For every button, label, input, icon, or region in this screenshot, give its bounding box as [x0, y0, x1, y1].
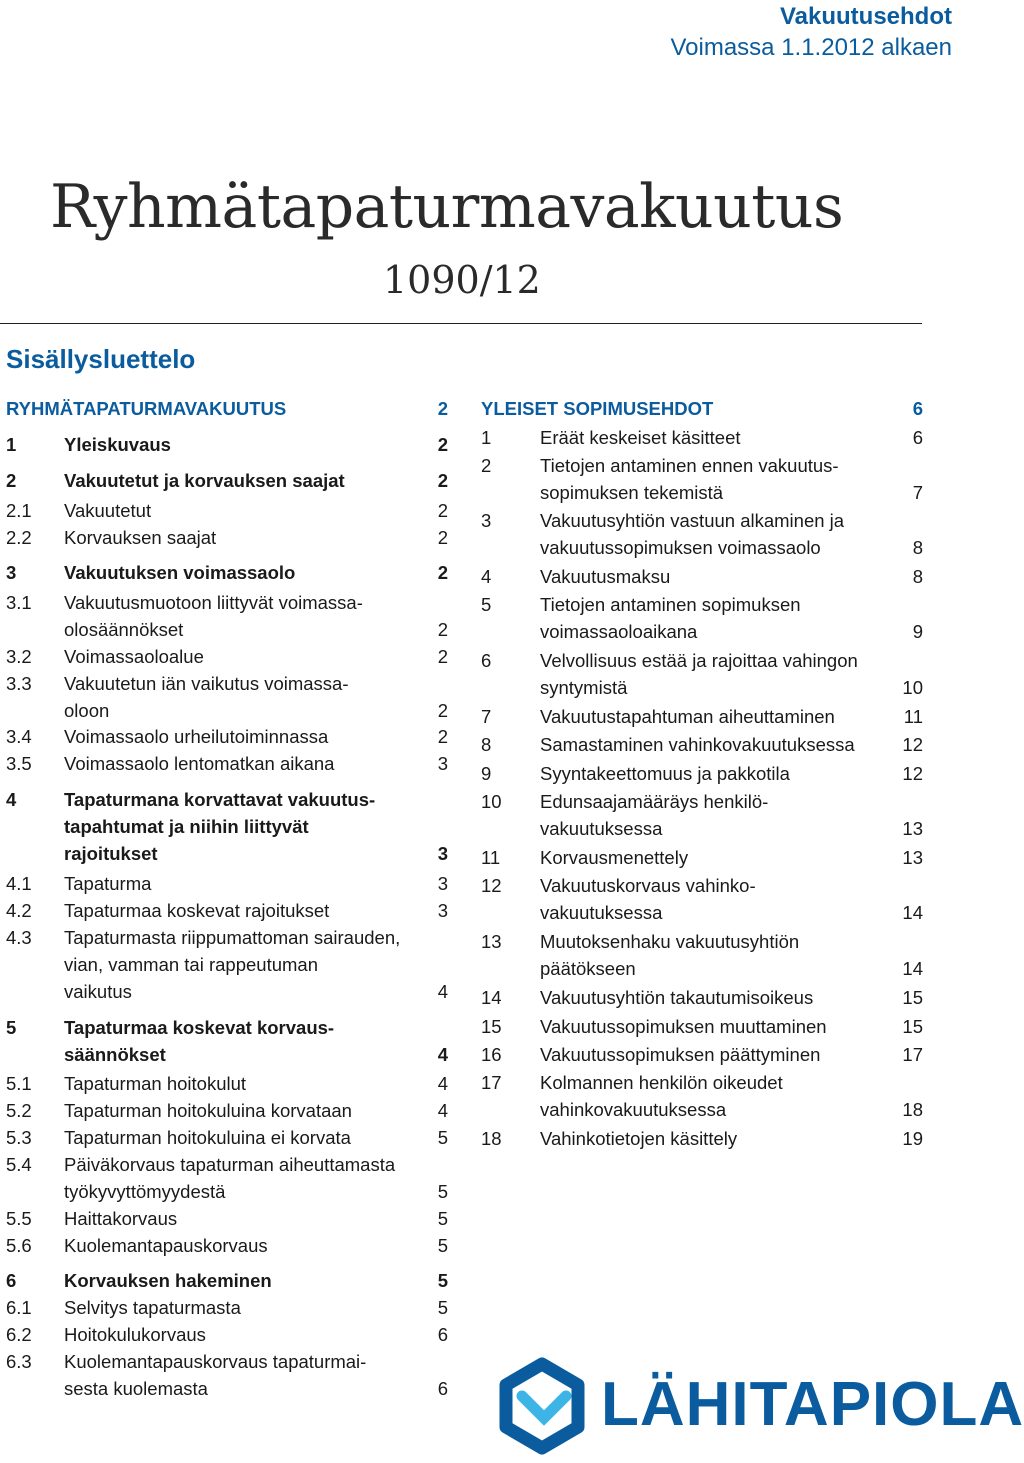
toc-entry-number: 4 — [481, 566, 492, 587]
toc-entry — [481, 395, 923, 422]
toc-entry-line: vakuutuksessa — [540, 902, 663, 923]
toc-entry-page: 13 — [902, 818, 923, 839]
toc-entry-page: 9 — [912, 621, 923, 642]
toc-entry-title — [64, 589, 363, 643]
toc-entry-number: 10 — [481, 791, 502, 812]
toc-entry — [6, 1070, 448, 1097]
toc-entry-title — [64, 559, 295, 586]
toc-entry-title — [64, 1294, 241, 1321]
toc-entry-title — [64, 897, 329, 924]
toc-entry-number: 6 — [481, 650, 492, 671]
toc-entry-line: työkyvyttömyydestä — [64, 1181, 226, 1202]
toc-entry-page: 14 — [902, 958, 923, 979]
toc-entry-line: Vakuutussopimuksen päättyminen — [540, 1044, 821, 1065]
toc-entry-page: 15 — [902, 987, 923, 1008]
toc-entry — [6, 497, 448, 524]
toc-entry-title — [64, 1151, 395, 1205]
toc-entry-page: 6 — [437, 1378, 448, 1399]
toc-entry-line: Voimassaolo urheilutoiminnassa — [64, 726, 329, 747]
toc-entry-line: Vakuutetut ja korvauksen saajat — [64, 470, 345, 491]
toc-entry-number: 2.2 — [6, 527, 32, 548]
toc-entry — [6, 431, 448, 458]
toc-entry-title — [540, 928, 799, 982]
toc-entry-title — [64, 1321, 206, 1348]
toc-entry-page: 5 — [437, 1208, 448, 1229]
toc-entry-page: 12 — [902, 734, 923, 755]
toc-entry-title — [540, 872, 756, 926]
toc-entry — [481, 872, 923, 926]
toc-entry-number: 5.4 — [6, 1154, 32, 1175]
toc-entry-line: Muutoksenhaku vakuutusyhtiön — [540, 931, 800, 952]
toc-entry — [481, 844, 923, 871]
toc-entry — [6, 1014, 448, 1068]
toc-entry-number: 3.5 — [6, 753, 32, 774]
toc-entry-title — [540, 984, 813, 1011]
toc-entry-page: 2 — [437, 434, 448, 455]
toc-entry-number: 8 — [481, 734, 492, 755]
toc-entry-page: 2 — [437, 646, 448, 667]
toc-entry — [481, 760, 923, 787]
toc-entry-title — [540, 1125, 737, 1152]
toc-entry — [481, 1041, 923, 1068]
toc-entry-title — [540, 563, 670, 590]
toc-entry — [6, 524, 448, 551]
toc-entry-number: 9 — [481, 763, 492, 784]
toc-entry-line: Tapaturman hoitokuluina ei korvata — [64, 1127, 351, 1148]
toc-entry-page: 2 — [437, 619, 448, 640]
toc-entry-line: YLEISET SOPIMUSEHDOT — [481, 398, 714, 419]
toc-entry-page: 2 — [437, 562, 448, 583]
toc-entry-title — [540, 1013, 827, 1040]
toc-entry-title — [64, 750, 334, 777]
toc-entry-number: 2.1 — [6, 500, 32, 521]
toc-entry-number: 1 — [6, 434, 17, 455]
toc-entry-number: 16 — [481, 1044, 502, 1065]
toc-entry-title — [64, 524, 216, 551]
toc-entry-title — [64, 1205, 177, 1232]
toc-entry-page: 11 — [903, 706, 923, 727]
toc-entry-number: 5.2 — [6, 1100, 32, 1121]
logo-wordmark: LÄHITAPIOLA — [601, 1370, 1024, 1439]
toc-entry — [481, 1125, 923, 1152]
toc-entry-page: 3 — [437, 843, 448, 864]
toc-entry — [481, 1013, 923, 1040]
toc-entry-line: Yleiskuvaus — [64, 434, 171, 455]
toc-entry-page: 12 — [902, 763, 923, 784]
toc-entry-line: Samastaminen vahinkovakuutuksessa — [540, 734, 855, 755]
toc-entry-line: vian, vamman tai rappeutuman — [64, 954, 318, 975]
toc-entry-line: syntymistä — [540, 677, 628, 698]
toc-entry-title — [540, 452, 839, 506]
toc-entry-title — [540, 760, 790, 787]
toc-entry-number: 15 — [481, 1016, 502, 1037]
toc-entry-line: Päiväkorvaus tapaturman aiheuttamasta — [64, 1154, 396, 1175]
toc-entry — [481, 703, 923, 730]
toc-entry-line: päätökseen — [540, 958, 636, 979]
toc-entry-line: Tietojen antaminen sopimuksen — [540, 594, 801, 615]
toc-entry-line: Korvauksen saajat — [64, 527, 217, 548]
toc-entry — [6, 1151, 448, 1205]
toc-entry — [6, 643, 448, 670]
toc-entry-page: 6 — [437, 1324, 448, 1345]
toc-entry — [6, 1205, 448, 1232]
toc-entry-number: 3.2 — [6, 646, 32, 667]
toc-entry — [481, 731, 923, 758]
toc-entry — [481, 788, 923, 842]
toc-entry-number: 6.3 — [6, 1351, 32, 1372]
toc-entry-page: 2 — [437, 700, 448, 721]
toc-entry-line: Vakuutusyhtiön vastuun alkaminen ja — [540, 510, 845, 531]
toc-entry-line: Vakuutuskorvaus vahinko- — [540, 875, 756, 896]
toc-entry-page: 2 — [437, 470, 448, 491]
toc-entry-page: 5 — [437, 1181, 448, 1202]
toc-entry-title — [64, 1014, 334, 1068]
toc-entry-title — [64, 1232, 268, 1259]
toc-entry-page: 2 — [437, 500, 448, 521]
toc-entry-line: vakuutuksessa — [540, 818, 663, 839]
toc-entry-line: Tapaturman hoitokulut — [64, 1073, 247, 1094]
doc-type: Vakuutusehdot — [779, 3, 952, 30]
toc-entry-line: Tapaturmaa koskevat rajoitukset — [64, 900, 330, 921]
page-subtitle: 1090/12 — [383, 258, 541, 302]
toc-entry — [481, 647, 923, 701]
toc-entry-number: 17 — [481, 1072, 502, 1093]
toc-entry-line: Velvollisuus estää ja rajoittaa vahingon — [540, 650, 858, 671]
toc-entry-page: 4 — [437, 1044, 448, 1065]
toc-entry — [6, 897, 448, 924]
page-title: Ryhmätapaturmavakuutus — [50, 172, 844, 242]
toc-entry-page: 5 — [437, 1297, 448, 1318]
toc-entry-title — [64, 1070, 246, 1097]
document-header — [670, 2, 952, 64]
lahitapiola-logo — [492, 1356, 1024, 1456]
toc-entry-line: Vahinkotietojen käsittely — [540, 1128, 738, 1149]
toc-entry-title — [64, 870, 151, 897]
toc-entry-number: 3 — [6, 562, 17, 583]
toc-entry-page: 6 — [912, 398, 923, 419]
toc-entry-line: Voimassaolo lentomatkan aikana — [64, 753, 335, 774]
toc-entry-line: Kuolemantapauskorvaus — [64, 1235, 268, 1256]
toc-entry — [6, 1321, 448, 1348]
toc-entry — [6, 1097, 448, 1124]
toc-entry-number: 3 — [481, 510, 492, 531]
toc-entry-title — [540, 788, 768, 842]
toc-entry-line: Tapaturmasta riippumattoman sairauden, — [64, 927, 401, 948]
toc-entry-number: 6.1 — [6, 1297, 32, 1318]
toc-entry-title — [64, 643, 204, 670]
toc-entry-number: 7 — [481, 706, 492, 727]
toc-entry-title — [64, 1124, 351, 1151]
toc-entry-page: 10 — [902, 677, 923, 698]
toc-entry-number: 18 — [481, 1128, 502, 1149]
toc-entry-line: Korvausmenettely — [540, 847, 689, 868]
toc-entry-page: 17 — [902, 1044, 923, 1065]
toc-entry-title — [540, 424, 741, 451]
toc-entry — [481, 1069, 923, 1123]
toc-entry — [6, 723, 448, 750]
toc-entry-title — [64, 924, 400, 1005]
toc-entry-title — [540, 647, 858, 701]
toc-entry-page: 14 — [902, 902, 923, 923]
toc-entry-title — [64, 723, 328, 750]
toc-entry-line: Tapaturmaa koskevat korvaus- — [64, 1017, 335, 1038]
toc-entry-page: 3 — [437, 753, 448, 774]
toc-entry-number: 6.2 — [6, 1324, 32, 1345]
toc-entry-line: Syyntakeettomuus ja pakkotila — [540, 763, 790, 784]
toc-entry-line: Vakuutuksen voimassaolo — [64, 562, 296, 583]
toc-entry-line: sesta kuolemasta — [64, 1378, 208, 1399]
toc-entry-line: olosäännökset — [64, 619, 184, 640]
toc-entry — [6, 750, 448, 777]
toc-entry-number: 3.1 — [6, 592, 32, 613]
toc-entry-line: Vakuutetut — [64, 500, 152, 521]
toc-entry-number: 1 — [481, 427, 492, 448]
toc-entry-line: Vakuutustapahtuman aiheuttaminen — [540, 706, 835, 727]
toc-entry-title — [540, 591, 801, 645]
toc-entry-line: voimassaoloaikana — [540, 621, 698, 642]
toc-entry — [481, 984, 923, 1011]
toc-entry-page: 4 — [437, 1100, 448, 1121]
toc-entry-title — [64, 1348, 366, 1402]
toc-entry-page: 5 — [437, 1235, 448, 1256]
toc-entry — [481, 424, 923, 451]
toc-entry-title — [540, 844, 688, 871]
toc-entry-title — [540, 703, 835, 730]
toc-entry-title — [64, 431, 171, 458]
toc-entry-line: Vakuutusmuotoon liittyvät voimassa- — [64, 592, 363, 613]
toc-entry-page: 13 — [902, 847, 923, 868]
valid-from: Voimassa 1.1.2012 alkaen — [670, 34, 952, 61]
toc-entry-line: Vakuutusyhtiön takautumisoikeus — [540, 987, 814, 1008]
toc-entry-line: Tietojen antaminen ennen vakuutus- — [540, 455, 839, 476]
toc-entry-title — [540, 507, 844, 561]
toc-entry-number: 4.2 — [6, 900, 32, 921]
toc-entry-page: 15 — [902, 1016, 923, 1037]
toc-entry-number: 5.6 — [6, 1235, 32, 1256]
toc-entry-number: 3.3 — [6, 673, 32, 694]
toc-entry — [6, 1294, 448, 1321]
toc-entry-page: 19 — [902, 1128, 923, 1149]
lahitapiola-mark-icon — [492, 1356, 592, 1456]
toc-entry-number: 12 — [481, 875, 502, 896]
toc-entry-number: 3.4 — [6, 726, 32, 747]
toc-entry — [6, 559, 448, 586]
toc-entry-title — [64, 670, 349, 724]
toc-entry-line: Tapaturman hoitokuluina korvataan — [64, 1100, 352, 1121]
toc-entry — [481, 928, 923, 982]
toc-entry-line: Tapaturma — [64, 873, 152, 894]
toc-entry-title — [64, 497, 151, 524]
toc-entry-line: Vakuutusmaksu — [540, 566, 671, 587]
toc-entry-line: Edunsaajamääräys henkilö- — [540, 791, 769, 812]
toc-entry-title — [540, 731, 855, 758]
toc-entry-title — [6, 395, 286, 422]
toc-entry-page: 3 — [437, 873, 448, 894]
toc-entry-page: 4 — [437, 1073, 448, 1094]
toc-entry — [6, 467, 448, 494]
toc-entry-page: 8 — [912, 566, 923, 587]
toc-entry-number: 5.1 — [6, 1073, 32, 1094]
toc-entry — [6, 1232, 448, 1259]
toc-entry-page: 2 — [437, 527, 448, 548]
toc-entry-number: 5 — [6, 1017, 17, 1038]
toc-entry — [6, 589, 448, 643]
toc-entry-line: sopimuksen tekemistä — [540, 482, 724, 503]
toc-entry — [6, 1124, 448, 1151]
divider — [0, 323, 922, 324]
toc-entry-line: Kolmannen henkilön oikeudet — [540, 1072, 783, 1093]
toc-entry-title — [481, 395, 713, 422]
toc-entry — [6, 670, 448, 724]
toc-entry-line: Vakuutetun iän vaikutus voimassa- — [64, 673, 349, 694]
toc-entry-line: Selvitys tapaturmasta — [64, 1297, 241, 1318]
toc-entry-page: 3 — [437, 900, 448, 921]
toc-title: Sisällysluettelo — [6, 344, 196, 374]
toc-entry-line: Eräät keskeiset käsitteet — [540, 427, 741, 448]
toc-entry-page: 8 — [912, 537, 923, 558]
toc-entry-number: 14 — [481, 987, 502, 1008]
toc-entry — [6, 870, 448, 897]
toc-entry-line: Haittakorvaus — [64, 1208, 178, 1229]
toc-entry — [6, 395, 448, 422]
toc-entry-title — [64, 786, 375, 867]
toc-entry-number: 5.3 — [6, 1127, 32, 1148]
toc-entry-number: 4 — [6, 789, 17, 810]
toc-entry-line: säännökset — [64, 1044, 166, 1065]
toc-entry-line: tapahtumat ja niihin liittyvät — [64, 816, 309, 837]
toc-entry-title — [540, 1069, 783, 1123]
toc-entry-line: Korvauksen hakeminen — [64, 1270, 272, 1291]
toc-entry-line: RYHMÄTAPATURMAVAKUUTUS — [6, 398, 287, 419]
toc-entry — [6, 1267, 448, 1294]
toc-entry-line: Vakuutussopimuksen muuttaminen — [540, 1016, 827, 1037]
toc-entry-page: 2 — [437, 398, 448, 419]
toc-entry-number: 5.5 — [6, 1208, 32, 1229]
toc-entry — [481, 563, 923, 590]
toc-entry-line: Tapaturmana korvattavat vakuutus- — [64, 789, 376, 810]
toc-entry-title — [64, 1267, 272, 1294]
toc-entry-line: Hoitokulukorvaus — [64, 1324, 206, 1345]
toc-entry-line: vaikutus — [64, 981, 132, 1002]
toc-entry-page: 5 — [437, 1270, 448, 1291]
toc-entry-title — [64, 1097, 352, 1124]
toc-entry-title — [64, 467, 345, 494]
toc-entry — [481, 507, 923, 561]
toc-entry-page: 5 — [437, 1127, 448, 1148]
toc-entry-line: rajoitukset — [64, 843, 158, 864]
toc-entry — [6, 1348, 448, 1402]
toc-entry-number: 13 — [481, 931, 502, 952]
toc-entry-number: 4.3 — [6, 927, 32, 948]
toc-entry — [481, 452, 923, 506]
toc-entry-line: vahinkovakuutuksessa — [540, 1099, 727, 1120]
toc-entry-page: 4 — [437, 981, 448, 1002]
toc-entry-line: Voimassaoloalue — [64, 646, 204, 667]
toc-entry-page: 2 — [437, 726, 448, 747]
toc-entry — [6, 786, 448, 867]
toc-entry-number: 6 — [6, 1270, 17, 1291]
toc-entry-line: Kuolemantapauskorvaus tapaturmai- — [64, 1351, 367, 1372]
toc-entry-line: vakuutussopimuksen voimassaolo — [540, 537, 821, 558]
toc-entry-number: 5 — [481, 594, 492, 615]
toc-entry — [6, 924, 448, 1005]
toc-entry-line: oloon — [64, 700, 110, 721]
toc-entry-number: 2 — [481, 455, 492, 476]
toc-entry-number: 4.1 — [6, 873, 32, 894]
toc-entry-number: 11 — [481, 847, 501, 868]
toc-entry-title — [540, 1041, 820, 1068]
toc-entry-page: 6 — [912, 427, 923, 448]
toc-entry-page: 18 — [902, 1099, 923, 1120]
toc-entry-number: 2 — [6, 470, 17, 491]
toc-entry-page: 7 — [912, 482, 923, 503]
toc-entry — [481, 591, 923, 645]
